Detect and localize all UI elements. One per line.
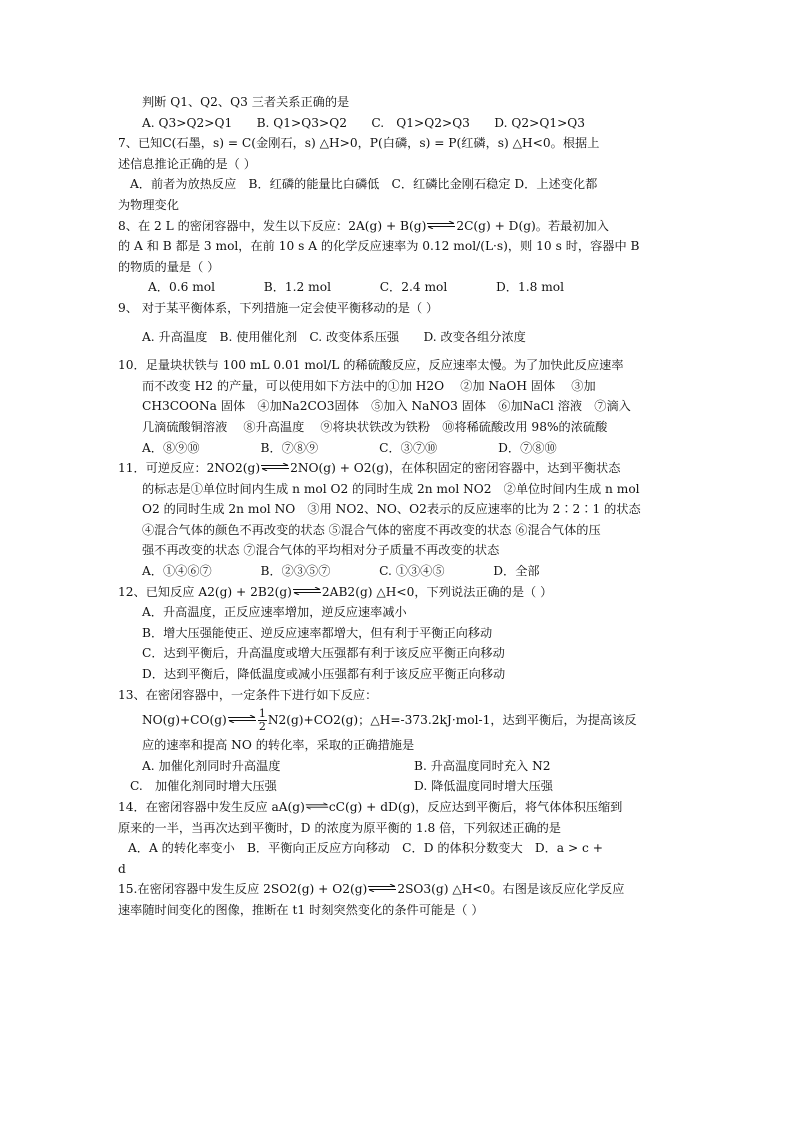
fraction-one-half: $\frac{1}{2}$ <box>258 707 266 734</box>
q12-stem: 12、已知反应 A2(g) + 2B2(g) 2AB2(g) △H<0，下列说法正确的是（ ） <box>118 584 553 599</box>
q8-options: A．0.6 mol B．1.2 mol C．2.4 mol D．1.8 mol <box>148 280 565 295</box>
q13-stem: 13、在密闭容器中，一定条件下进行如下反应： <box>118 687 378 702</box>
q14-options-cont: d <box>118 861 126 876</box>
q7-stem: 7、已知C(石墨，s) = C(金刚石，s) △H>0，P(白磷，s) = P(红磷，s) △H<0。根据上 <box>118 136 600 151</box>
equilibrium-arrow-icon <box>305 802 329 810</box>
q12-option-c: C．达到平衡后，升高温度或增大压强都有利于该反应平衡正向移动 <box>142 646 505 661</box>
q14-options: A．A 的转化率变小 B．平衡向正反应方向移动 C．D 的体积分数变大 D．a > c + <box>128 841 603 856</box>
q13-options-ab: A. 加催化剂同时升高温度 B. 升高温度同时充入 N2 <box>142 758 551 773</box>
q11-stem-cont4: 强不再改变的状态 ⑦混合气体的平均相对分子质量不再改变的状态 <box>142 543 500 558</box>
q9-stem: 9、 对于某平衡体系，下列措施一定会使平衡移动的是（ ） <box>118 300 439 315</box>
equilibrium-arrow-icon <box>426 221 456 229</box>
q7-options-cont: 为物理变化 <box>118 197 179 212</box>
q6-stem-tail: 判断 Q1、Q2、Q3 三者关系正确的是 <box>142 95 350 109</box>
q15-stem-cont: 速率随时间变化的图像，推断在 t1 时刻突然变化的条件可能是（ ） <box>118 902 484 917</box>
q8-stem: 8、在 2 L 的密闭容器中，发生以下反应：2A(g) + B(g) 2C(g) + D(g)。若最初加入 <box>118 218 609 233</box>
equilibrium-arrow-icon <box>227 715 257 723</box>
q10-options: A．⑧⑨⑩ B．⑦⑧⑨ C．③⑦⑩ D．⑦⑧⑩ <box>142 440 557 455</box>
q13-options-cd: C. 加催化剂同时增大压强 D. 降低温度同时增大压强 <box>130 779 553 794</box>
q8-stem-cont2: 的物质的量是（ ） <box>118 259 220 274</box>
q11-stem: 11．可逆反应：2NO2(g) 2NO(g) + O2(g)，在体积固定的密闭容器中，达到平衡状态 <box>118 461 621 476</box>
q11-stem-cont3: ④混合气体的颜色不再改变的状态 ⑤混合气体的密度不再改变的状态 ⑥混合气体的压 <box>142 522 601 537</box>
q10-stem: 10．足量块状铁与 100 mL 0.01 mol/L 的稀硫酸反应，反应速率太慢。为了加快此反应速率 <box>118 358 624 373</box>
q12-option-b: B．增大压强能使正、逆反应速率都增大，但有利于平衡正向移动 <box>142 625 493 640</box>
equilibrium-arrow-icon <box>260 463 290 471</box>
q8-stem-cont: 的 A 和 B 都是 3 mol，在前 10 s A 的化学反应速率为 0.12 mol/(L·s)，则 10 s 时，容器中 B <box>118 239 640 254</box>
equilibrium-arrow-icon <box>367 884 397 892</box>
q14-stem: 14．在密闭容器中发生反应 aA(g) cC(g) + dD(g)，反应达到平衡后，将气体体积压缩到 <box>118 800 623 814</box>
q10-stem-cont3: 几滴硫酸铜溶液 ⑧升高温度 ⑨将块状铁改为铁粉 ⑩将稀硫酸改用 98%的浓硫酸 <box>142 419 608 434</box>
q12-option-d: D．达到平衡后，降低温度或减小压强都有利于该反应平衡正向移动 <box>142 667 506 682</box>
q7-stem-cont: 述信息推论正确的是（ ） <box>118 156 256 171</box>
q10-stem-cont2: CH3COONa 固体 ④加Na2CO3固体 ⑤加入 NaNO3 固体 ⑥加NaCl 溶液 ⑦滴入 <box>142 399 631 414</box>
q11-stem-cont: 的标志是①单位时间内生成 n mol O2 的同时生成 2n mol NO2 ②单位时间内生成 n mol <box>142 481 640 496</box>
q13-equation: NO(g)+CO(g) $\frac{1}{2}$ N2(g)+CO2(g)；△H=-373.2kJ·mol-1，达到平衡后，为提高该反 <box>142 707 637 734</box>
q11-stem-cont2: O2 的同时生成 2n mol NO ③用 NO2、NO、O2表示的反应速率的比为 2∶2∶1 的状态 <box>142 502 641 517</box>
q6-options: A. Q3>Q2>Q1 B. Q1>Q3>Q2 C. Q1>Q2>Q3 D. Q2>Q1>Q3 <box>142 115 586 130</box>
equilibrium-arrow-icon <box>292 587 322 595</box>
q9-options: A. 升高温度 B. 使用催化剂 C. 改变体系压强 D. 改变各组分浓度 <box>142 329 526 344</box>
q7-options: A．前者为放热反应 B．红磷的能量比白磷低 C．红磷比金刚石稳定 D．上述变化都 <box>130 177 598 192</box>
q12-option-a: A．升高温度，正反应速率增加，逆反应速率减小 <box>142 605 407 620</box>
q11-options: A．①④⑥⑦ B．②③⑤⑦ C. ①③④⑤ D．全部 <box>142 564 540 579</box>
question-text <box>118 92 678 921</box>
q10-stem-cont: 而不改变 H2 的产量，可以使用如下方法中的①加 H2O ②加 NaOH 固体 ③加 <box>142 378 596 393</box>
q15-stem: 15.在密闭容器中发生反应 2SO2(g) + O2(g) 2SO3(g) △H<0。右图是该反应化学反应 <box>118 882 625 897</box>
q14-stem-cont: 原来的一半，当再次达到平衡时，D 的浓度为原平衡的 1.8 倍，下列叙述正确的是 <box>118 820 561 835</box>
q13-stem-cont: 应的速率和提高 NO 的转化率，采取的正确措施是 <box>142 738 415 753</box>
